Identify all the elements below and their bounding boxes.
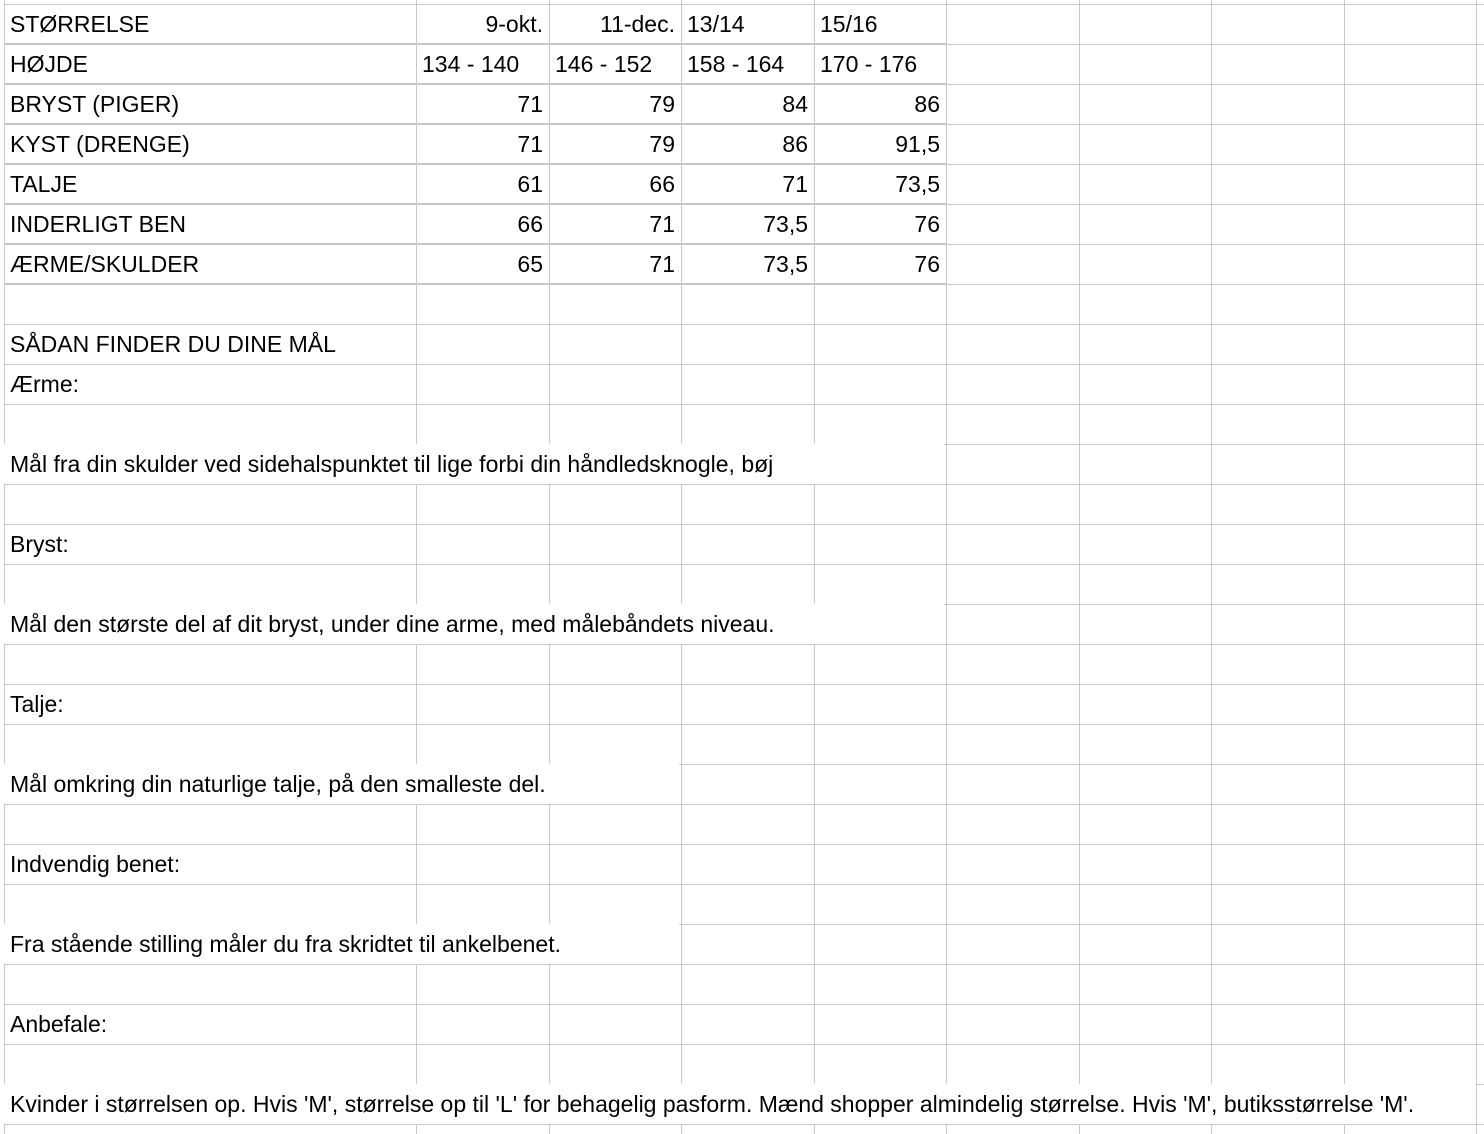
measure-cell[interactable]: 65 <box>416 244 550 284</box>
guide-row <box>0 444 1484 484</box>
measure-label[interactable]: BRYST (PIGER) <box>4 84 417 124</box>
chest-heading[interactable]: Bryst: <box>10 531 69 557</box>
grid-row-line <box>4 1124 1484 1125</box>
measure-cell[interactable]: 73,5 <box>814 164 947 204</box>
guide-title-row <box>0 324 1484 364</box>
grid-row-line <box>4 124 1484 125</box>
measure-cell[interactable]: 86 <box>814 84 947 124</box>
size-header-label[interactable]: STØRRELSE <box>4 4 417 44</box>
measure-cell[interactable]: 76 <box>814 204 947 244</box>
measure-cell[interactable]: 86 <box>681 124 815 164</box>
guide-row <box>0 844 1484 884</box>
height-cell[interactable]: 158 - 164 <box>681 44 815 84</box>
guide-row <box>0 1004 1484 1044</box>
grid-row-line <box>4 164 1484 165</box>
inseam-heading[interactable]: Indvendig benet: <box>10 851 181 877</box>
grid-row-line <box>4 204 1484 205</box>
grid-row-line <box>4 564 1484 565</box>
recommend-text[interactable]: Kvinder i størrelsen op. Hvis 'M', størrelse op til 'L' for behagelig pasform. Mænd shopper almindelig størrelse. Hvis 'M', butiksstørrelse 'M'. <box>4 1084 1476 1124</box>
grid-row-line <box>4 44 1484 45</box>
size-header-cell[interactable]: 15/16 <box>814 4 947 44</box>
recommend-heading[interactable]: Anbefale: <box>10 1011 108 1037</box>
height-cell[interactable]: 134 - 140 <box>416 44 550 84</box>
measure-cell[interactable]: 73,5 <box>681 244 815 284</box>
size-header-cell[interactable]: 13/14 <box>681 4 815 44</box>
waist-text[interactable]: Mål omkring din naturlige talje, på den smalleste del. <box>4 764 679 804</box>
measure-cell[interactable]: 79 <box>549 84 682 124</box>
measure-cell[interactable]: 71 <box>549 244 682 284</box>
guide-row <box>0 764 1484 804</box>
grid-row-line <box>4 404 1484 405</box>
grid-row-line <box>4 884 1484 885</box>
measure-cell[interactable]: 73,5 <box>681 204 815 244</box>
measure-cell[interactable]: 84 <box>681 84 815 124</box>
grid-row-line <box>4 644 1484 645</box>
table-row <box>0 244 1484 284</box>
table-row <box>0 164 1484 204</box>
height-cell[interactable]: 146 - 152 <box>549 44 682 84</box>
size-header-cell[interactable]: 9-okt. <box>416 4 550 44</box>
grid-row-line <box>4 244 1484 245</box>
measure-cell[interactable]: 71 <box>416 124 550 164</box>
height-label[interactable]: HØJDE <box>4 44 417 84</box>
guide-title[interactable]: SÅDAN FINDER DU DINE MÅL <box>10 331 336 357</box>
guide-row <box>0 1084 1484 1124</box>
guide-row <box>0 604 1484 644</box>
chest-text[interactable]: Mål den største del af dit bryst, under dine arme, med målebåndets niveau. <box>4 604 944 644</box>
grid-row-line <box>4 964 1484 965</box>
grid-row-line <box>4 1044 1484 1045</box>
table-row <box>0 204 1484 244</box>
table-row <box>0 124 1484 164</box>
waist-heading[interactable]: Talje: <box>10 691 64 717</box>
height-cell[interactable]: 170 - 176 <box>814 44 947 84</box>
measure-cell[interactable]: 61 <box>416 164 550 204</box>
measure-cell[interactable]: 66 <box>549 164 682 204</box>
grid-row-line <box>4 484 1484 485</box>
inseam-text[interactable]: Fra stående stilling måler du fra skridtet til ankelbenet. <box>4 924 679 964</box>
sleeve-heading[interactable]: Ærme: <box>10 371 79 397</box>
grid-row-line <box>4 4 1484 5</box>
grid-row-line <box>4 804 1484 805</box>
guide-row <box>0 924 1484 964</box>
measure-cell[interactable]: 71 <box>681 164 815 204</box>
table-row-height <box>0 44 1484 84</box>
table-row <box>0 84 1484 124</box>
measure-label[interactable]: ÆRME/SKULDER <box>4 244 417 284</box>
guide-row <box>0 684 1484 724</box>
table-row-header <box>0 4 1484 44</box>
measure-cell[interactable]: 79 <box>549 124 682 164</box>
measure-cell[interactable]: 91,5 <box>814 124 947 164</box>
size-header-cell[interactable]: 11-dec. <box>549 4 682 44</box>
grid-row-line <box>4 284 1484 285</box>
measure-cell[interactable]: 66 <box>416 204 550 244</box>
measure-cell[interactable]: 71 <box>549 204 682 244</box>
measure-cell[interactable]: 71 <box>416 84 550 124</box>
measure-cell[interactable]: 76 <box>814 244 947 284</box>
grid-row-line <box>4 724 1484 725</box>
guide-row <box>0 524 1484 564</box>
sleeve-text[interactable]: Mål fra din skulder ved sidehalspunktet til lige forbi din håndledsknogle, bøj <box>4 444 944 484</box>
measure-label[interactable]: INDERLIGT BEN <box>4 204 417 244</box>
grid-row-line <box>4 84 1484 85</box>
guide-row <box>0 364 1484 404</box>
measure-label[interactable]: TALJE <box>4 164 417 204</box>
measure-label[interactable]: KYST (DRENGE) <box>4 124 417 164</box>
